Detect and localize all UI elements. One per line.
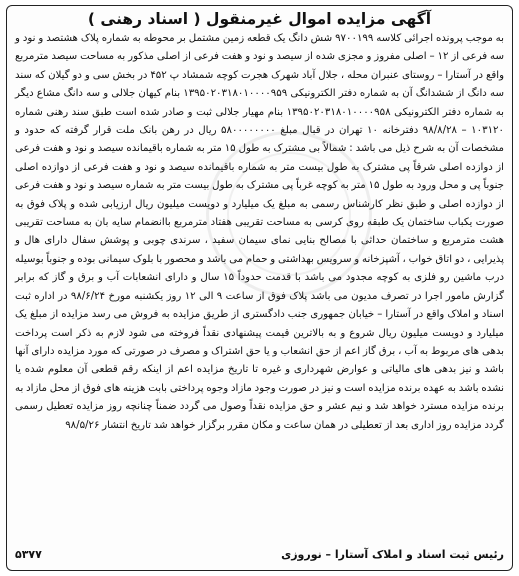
notice-title: آگهی مزایده اموال غیرمنقول ( اسناد رهنی ) — [87, 10, 432, 28]
notice-body: به موجب پرونده اجرائی کلاسه ۹۷۰۰۱۹۹ شش دانگ یک قطعه زمین مشتمل بر محوطه به شماره پلاک هشتصد و نود و سه فرعی از ۱۲ – اصلی مفروز و مجزی شده از سیصد و نود و هفت فرعی از اصلی مذکور به مساحت سیصد مترمربع واقع در آستارا – روستای عنبران محله ، جلال آباد شهرک هجرت کوچه شمشاد پ ۴۵۲ در بخش سی و دو گیلان که سند سه دانگ از ششدانگ آن به شماره دفتر الکترونیکی ۱۳۹۵۰۲۰۳۱۸۰۱۰۰۰۰۹۵۹ بنام کیهان جلالی و سه دانگ مشاع دیگر به شماره دفتر الکترونیکی ۱۳۹۵۰۲۰۳۱۸۰۱۰۰۰۰۹۵۸ بنام مهیار جلالی ثبت و صادر شده است طبق سند رهنی شماره ۱۰۳۱۲۰ – ۹۸/۸/۲۸ دفترخانه ۱۰ تهران در قبال مبلغ ۵۸۰۰۰۰۰۰۰۰ ریال در رهن بانک ملت قرار گرفته که حدود و مشخصات آن به شرح ذیل می باشد : شمالاً بی مشترک به طول ۱۵ متر به شماره باقیمانده سیصد و نود و هفت فرعی از دوازده اصلی شرقاً پی مشترک به طول بیست متر به شماره باقیمانده سیصد و نود و هفت فرعی از دوازده اصلی جنوباً پی و محل ورود به طول ۱۵ متر به کوچه غرباً پی مشترک به طول بیست متر به شماره سیصد و نود و هفت فرعی از دوازده اصلی و طبق نظر کارشناس رسمی به مبلغ یک میلیارد و دویست میلیون ریال ارزیابی شده و پلاک فوق به صورت یکباب ساختمان یک طبقه روی کرسی به مساحت تقریبی هفتاد مترمربع باانضمام سایه بان به مساحت تقریبی هشت مترمربع و ساختمان حداثی با مصالح بنایی نمای سیمان سفید ، سرندی چوبی و پوشش سفال دارای هال و پذیرایی ، دو اتاق خواب ، آشپزخانه و سرویس بهداشتی و حمام می باشد و محصور با بلوک سیمانی بوده و جنوباً بوسیله درب ماشین رو فلزی به کوچه مجدود می باشد با قدمت حدوداً ۱۵ سال و دارای انشعابات آب و برق و گاز که برابر گزارش مامور اجرا در تصرف مدیون می باشد پلاک فوق از ساعت ۹ الی ۱۲ روز یکشنبه مورخ ۹۸/۶/۲۴ در اداره ثبت اسناد و املاک واقع در آستارا – خیابان جمهوری جنب دادگستری از طریق مزایده به فروش می رسد مزایده از مبلغ یک میلیارد و دویست میلیون ریال شروع و به بالاترین قیمت پیشنهادی نقداً فروخته می شود لازم به ذکر است پرداخت بدهی های مربوط به آب ، برق گاز اعم از حق انشعاب و یا حق اشتراک و مصرف در صورتی که مورد مزایده دارای آنها باشد و نیز بدهی های مالیاتی و عوارض شهرداری و غیره تا تاریخ مزایده اعم از اینکه رقم قطعی آن معلوم شده یا نشده باشد به عهده برنده مزایده است و نیز در صورت وجود مازاد وجوه پرداختی بابت هزینه های فوق از محل مازاد به برنده مزایده مسترد خواهد شد و نیم عشر و حق مزایده نقداً وصول می گردد ضمناً چنانچه روز مزایده تعطیل رسمی گردد مزایده روز اداری بعد از تعطیلی در همان ساعت و مکان مقرر برگزار خواهد شد تاریخ انتشار ۹۸/۵/۲۶ — [15, 33, 505, 431]
signature-line: رئیس ثبت اسناد و املاک آستارا – نوروزی — [281, 547, 504, 561]
notice-code: ۵۳۷۷ — [15, 547, 42, 561]
auction-notice — [6, 5, 513, 571]
notice-footer — [15, 544, 504, 564]
